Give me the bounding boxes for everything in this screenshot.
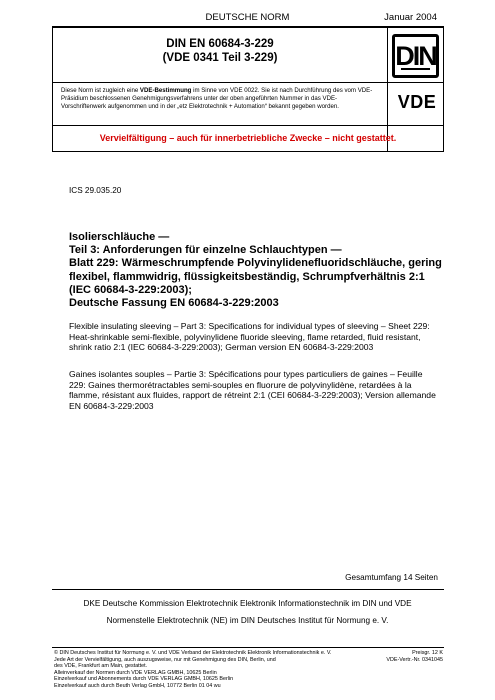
header-frame <box>52 27 444 152</box>
order-info <box>386 650 443 663</box>
copyright-line: Einzelverkauf auch durch Beuth Verlag GmbH, 10772 Berlin 01 04 wu <box>54 682 221 689</box>
standards-committee: Normenstelle Elektrotechnik (NE) im DIN Deutsches Institut für Normung e. V. <box>106 616 389 625</box>
copyright-line: Alleinverkauf der Normen durch VDE VERLAG GMBH, 10625 Berlin <box>54 669 217 676</box>
english-title: Flexible insulating sleeving – Part 3: Specifications for individual types of sleeving – Sheet 229: Heat-shrinkable semi-flexible, polyvinylidene fluoride sleeving, flame retarded, fluid resistant, shrink ratio 2:1 (IEC 60684-3-229:2003); German version EN 60684-3-229:2003 <box>69 321 430 353</box>
norm-label: DEUTSCHE NORM <box>205 12 290 23</box>
din-logo <box>392 34 439 78</box>
vde-note-prefix: Diese Norm ist zugleich eine <box>61 87 140 94</box>
document-number-vde: (VDE 0341 Teil 3-229) <box>162 52 278 64</box>
footer-rule <box>52 647 444 648</box>
french-title: Gaines isolantes souples – Partie 3: Spécifications pour types particuliers de gaines – Feuille 229: Gaines thermorétractables semi-souples en fluorure de polyvinylidène, retardées à la flamme, résistant aux fluides, rapport de rétreint 2:1 (CEI 60684-3-229:2003); Version allemande EN 60684-3-229:2003 <box>69 369 436 411</box>
price-group: Preisgr. 12 K <box>412 650 443 656</box>
dke-committee: DKE Deutsche Kommission Elektrotechnik Elektronik Informationstechnik im DIN und VDE <box>83 599 412 608</box>
german-title-line: Blatt 229: Wärmeschrumpfende Polyvinylidenefluoridschläuche, gering <box>69 257 442 270</box>
vde-regulation-note <box>61 87 379 111</box>
german-title-line: flexibel, flammwidrig, flüssigkeitsbeständig, Schrumpfverhältnis 2:1 <box>69 270 425 283</box>
committee-rule <box>52 589 444 590</box>
vde-logo: VDE <box>397 92 437 112</box>
document-number-din: DIN EN 60684-3-229 <box>166 38 274 50</box>
vde-order-number: VDE-Vertr.-Nr. 0341045 <box>386 656 443 663</box>
total-pages: Gesamtumfang 14 Seiten <box>345 573 438 582</box>
din-logo-text: DIN <box>395 40 436 71</box>
german-title-line: Isolierschläuche — <box>69 231 170 243</box>
ics-code: ICS 29.035.20 <box>69 186 122 195</box>
german-title <box>69 231 442 310</box>
publication-date: Januar 2004 <box>384 12 437 23</box>
german-title-line: Teil 3: Anforderungen für einzelne Schlauchtypen — <box>69 244 342 257</box>
warning-divider <box>53 125 443 126</box>
copyright-line: Einzelverkauf und Abonnements durch VDE VERLAG GMBH, 10625 Berlin <box>54 676 234 682</box>
vde-note-bold: VDE-Bestimmung <box>139 87 192 94</box>
copyright-line: Jede Art der Vervielfältigung, auch auszugsweise, nur mit Genehmigung des DIN, Berlin, und <box>54 656 276 663</box>
copy-warning: Vervielfältigung – auch für innerbetriebliche Zwecke – nicht gestattet. <box>99 133 397 143</box>
header-divider <box>53 82 443 83</box>
german-title-line: Deutsche Fassung EN 60684-3-229:2003 <box>69 297 279 310</box>
document-number <box>53 37 387 65</box>
copyright-line: des VDE, Frankfurt am Main, gestattet. <box>54 663 148 669</box>
vde-note-rest: im Sinne von VDE 0022. Sie ist nach Durchführung des vom VDE-Präsidium beschlossenen Genehmigungsverfahrens unter der oben angeführten Nummer in das VDE-Vorschriftenwerk aufgenommen und in der „etz Elektrotechnik + Automation“ bekannt gegeben worden. <box>61 87 373 110</box>
copyright-notice <box>54 650 374 689</box>
copyright-line: © DIN Deutsches Institut für Normung e. V. und VDE Verband der Elektrotechnik Elektronik Informationstechnik e. V. <box>54 650 332 656</box>
german-title-line: (IEC 60684-3-229:2003); <box>69 283 192 296</box>
